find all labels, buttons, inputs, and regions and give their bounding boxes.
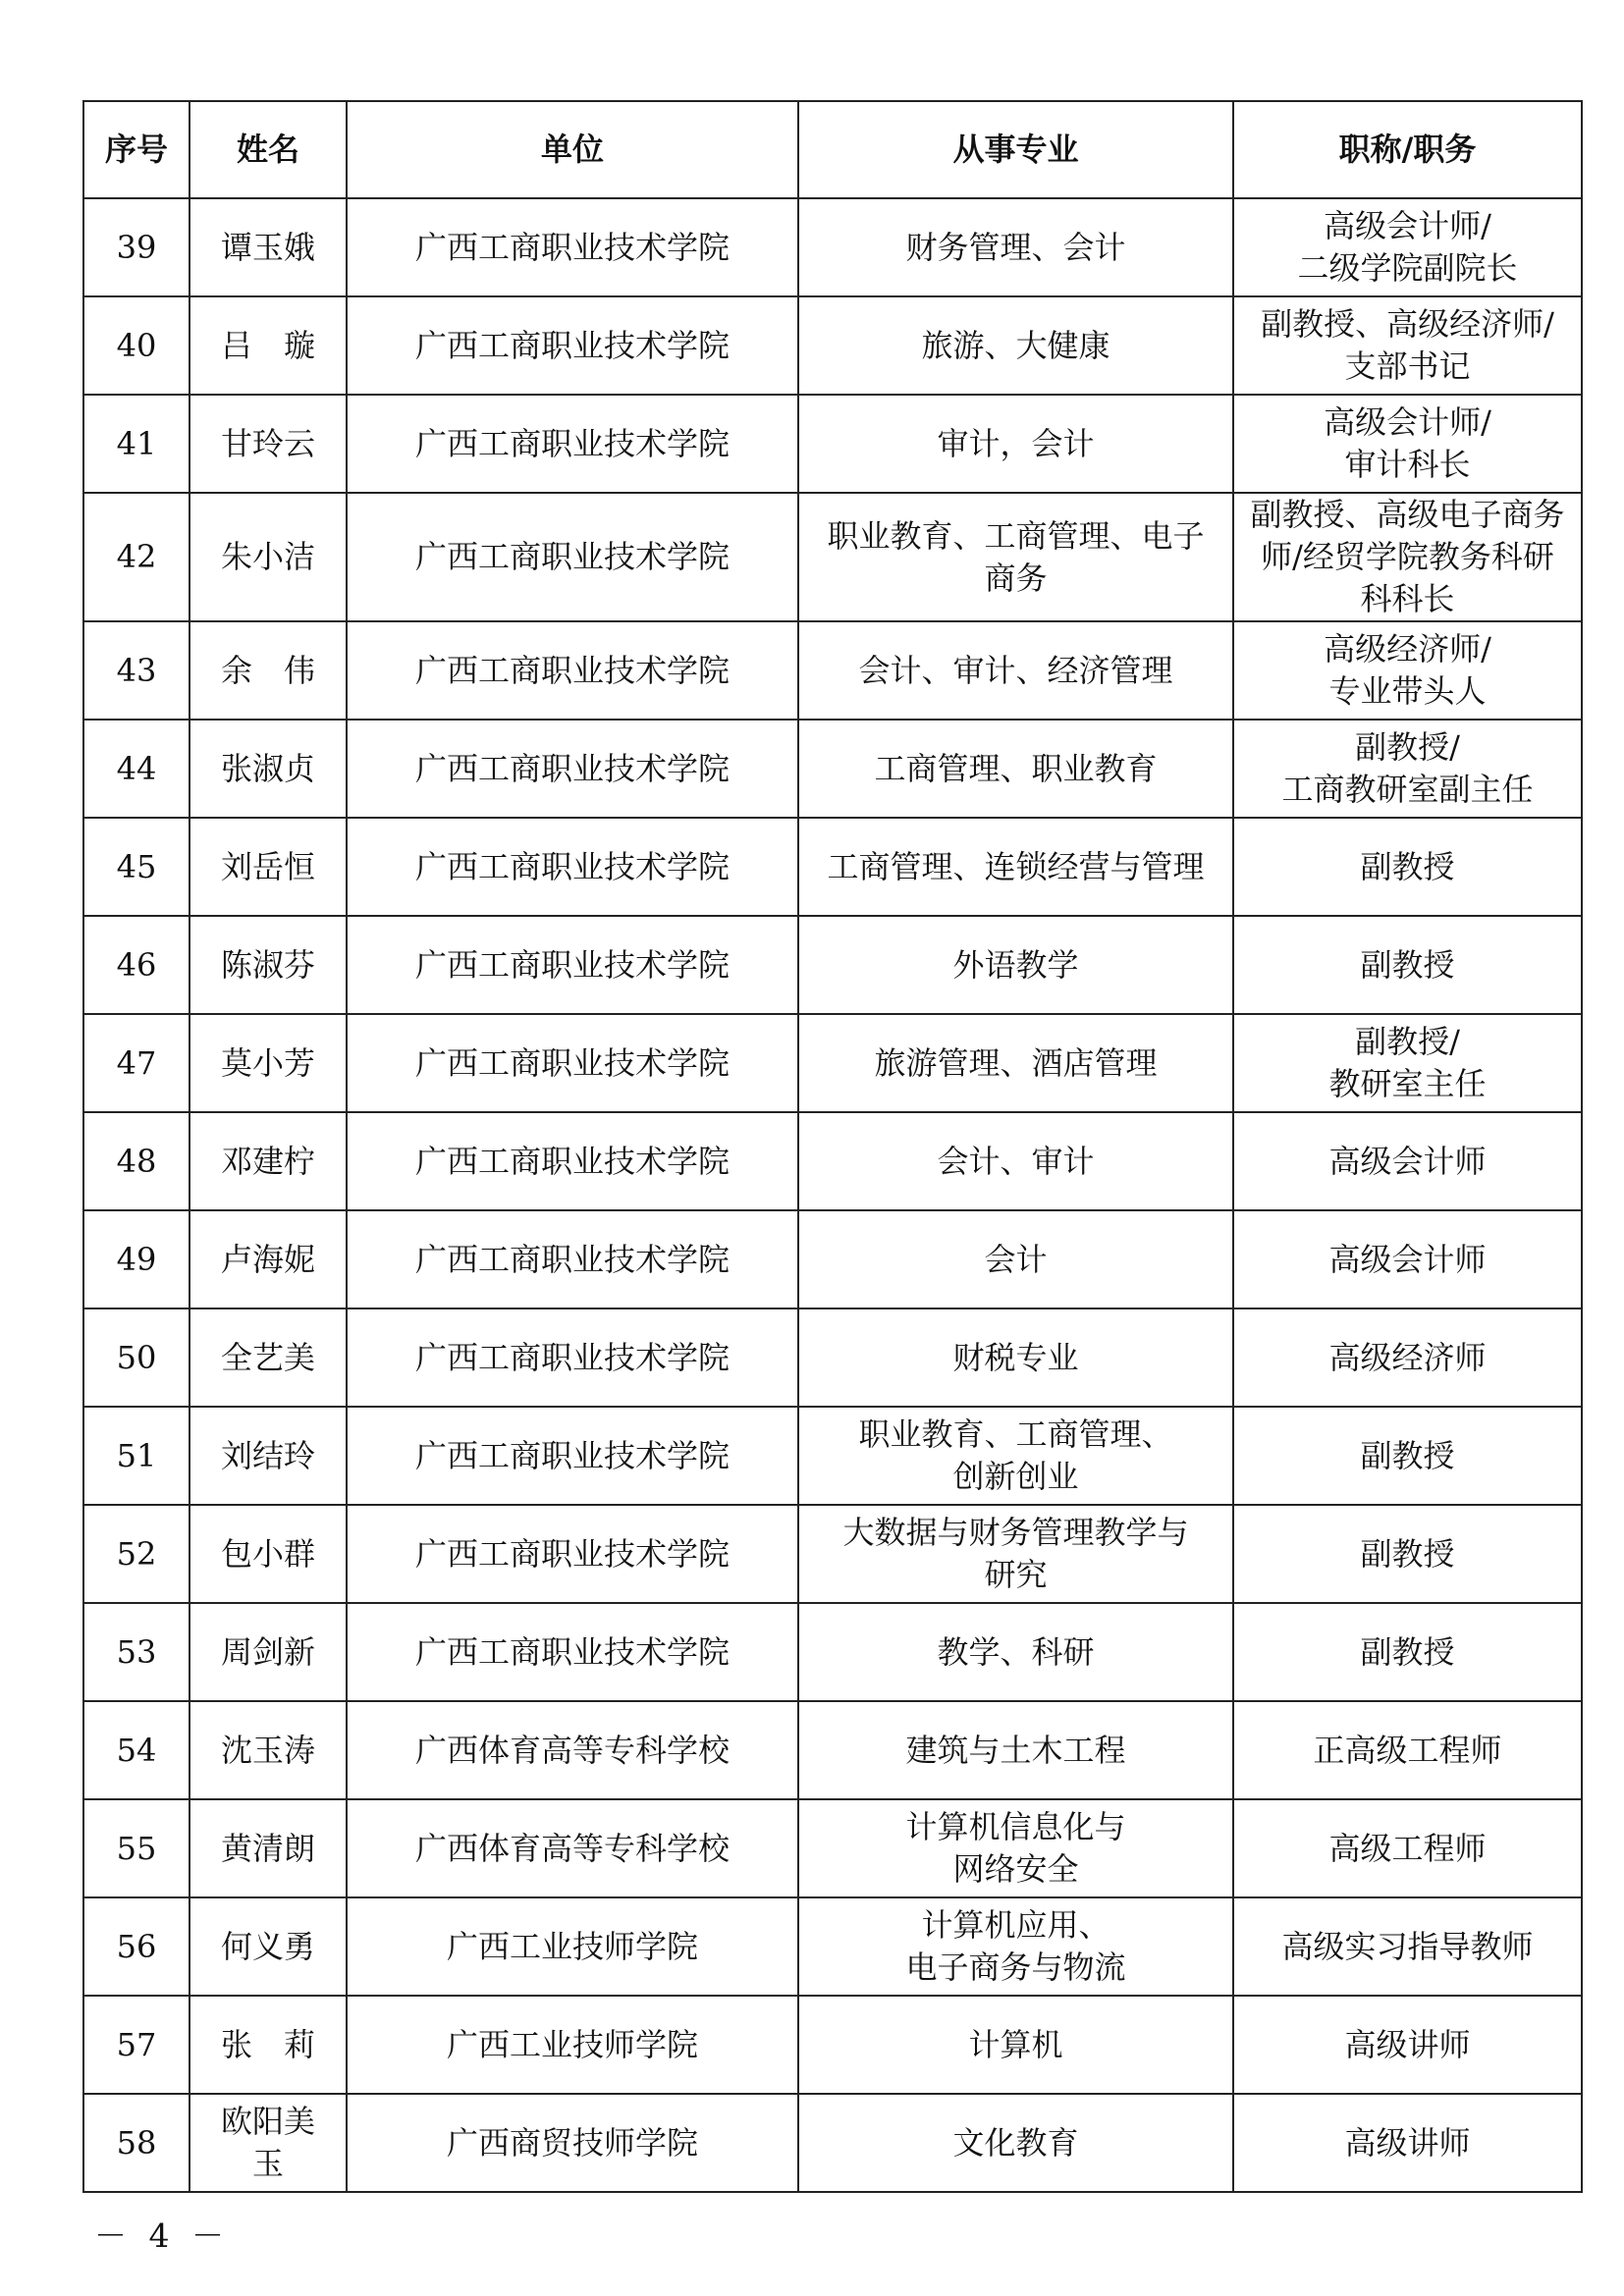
cell-title: 高级实习指导教师: [1233, 1897, 1582, 1996]
page-number: － 4 －: [94, 2216, 230, 2255]
cell-unit: 广西工商职业技术学院: [347, 296, 798, 395]
cell-name: 包小群: [189, 1505, 347, 1603]
cell-title: 副教授、高级电子商务 师/经贸学院教务科研 科科长: [1233, 493, 1582, 621]
cell-name: 全艺美: [189, 1308, 347, 1407]
cell-major: 建筑与土木工程: [798, 1701, 1233, 1799]
cell-unit: 广西体育高等专科学校: [347, 1799, 798, 1897]
cell-major: 工商管理、职业教育: [798, 720, 1233, 818]
cell-name: 沈玉涛: [189, 1701, 347, 1799]
cell-unit: 广西工商职业技术学院: [347, 1505, 798, 1603]
cell-title: 高级会计师: [1233, 1210, 1582, 1308]
table-row: [83, 720, 1582, 818]
cell-title: 正高级工程师: [1233, 1701, 1582, 1799]
cell-name: 欧阳美 玉: [189, 2094, 347, 2192]
cell-major: 大数据与财务管理教学与 研究: [798, 1505, 1233, 1603]
cell-name: 莫小芳: [189, 1014, 347, 1112]
cell-no: 48: [83, 1112, 189, 1210]
cell-no: 52: [83, 1505, 189, 1603]
cell-major: 文化教育: [798, 2094, 1233, 2192]
cell-name: 余 伟: [189, 621, 347, 720]
cell-unit: 广西工商职业技术学院: [347, 1210, 798, 1308]
cell-name: 周剑新: [189, 1603, 347, 1701]
cell-unit: 广西工商职业技术学院: [347, 1308, 798, 1407]
cell-major: 会计: [798, 1210, 1233, 1308]
cell-name: 吕 璇: [189, 296, 347, 395]
cell-title: 高级讲师: [1233, 2094, 1582, 2192]
header-row: [83, 101, 1582, 198]
table-row: [83, 493, 1582, 621]
table-row: [83, 395, 1582, 493]
cell-title: 高级工程师: [1233, 1799, 1582, 1897]
cell-unit: 广西工商职业技术学院: [347, 720, 798, 818]
cell-major: 计算机信息化与 网络安全: [798, 1799, 1233, 1897]
cell-no: 42: [83, 493, 189, 621]
cell-unit: 广西工业技师学院: [347, 1996, 798, 2094]
cell-no: 43: [83, 621, 189, 720]
cell-name: 邓建柠: [189, 1112, 347, 1210]
cell-name: 张淑贞: [189, 720, 347, 818]
table-row: [83, 1014, 1582, 1112]
cell-major: 审计，会计: [798, 395, 1233, 493]
cell-major: 职业教育、工商管理、电子 商务: [798, 493, 1233, 621]
table-row: [83, 1308, 1582, 1407]
cell-major: 旅游管理、酒店管理: [798, 1014, 1233, 1112]
table-row: [83, 916, 1582, 1014]
cell-unit: 广西工商职业技术学院: [347, 818, 798, 916]
cell-title: 高级会计师/ 审计科长: [1233, 395, 1582, 493]
cell-no: 56: [83, 1897, 189, 1996]
cell-unit: 广西工商职业技术学院: [347, 1603, 798, 1701]
cell-unit: 广西工商职业技术学院: [347, 395, 798, 493]
cell-major: 职业教育、工商管理、 创新创业: [798, 1407, 1233, 1505]
cell-name: 谭玉娥: [189, 198, 347, 296]
cell-unit: 广西工商职业技术学院: [347, 198, 798, 296]
cell-major: 计算机: [798, 1996, 1233, 2094]
cell-major: 教学、科研: [798, 1603, 1233, 1701]
cell-major: 财务管理、会计: [798, 198, 1233, 296]
cell-no: 45: [83, 818, 189, 916]
cell-no: 58: [83, 2094, 189, 2192]
cell-title: 副教授: [1233, 818, 1582, 916]
cell-no: 47: [83, 1014, 189, 1112]
cell-name: 陈淑芬: [189, 916, 347, 1014]
cell-name: 何义勇: [189, 1897, 347, 1996]
cell-no: 55: [83, 1799, 189, 1897]
cell-unit: 广西商贸技师学院: [347, 2094, 798, 2192]
table-row: [83, 621, 1582, 720]
table-row: [83, 1112, 1582, 1210]
cell-unit: 广西工商职业技术学院: [347, 1407, 798, 1505]
cell-title: 高级经济师/ 专业带头人: [1233, 621, 1582, 720]
cell-name: 甘玲云: [189, 395, 347, 493]
cell-major: 旅游、大健康: [798, 296, 1233, 395]
cell-title: 副教授/ 教研室主任: [1233, 1014, 1582, 1112]
cell-major: 财税专业: [798, 1308, 1233, 1407]
cell-title: 副教授: [1233, 1407, 1582, 1505]
header-title: 职称/职务: [1233, 101, 1582, 198]
table-row: [83, 1996, 1582, 2094]
table-row: [83, 1701, 1582, 1799]
cell-no: 57: [83, 1996, 189, 2094]
cell-title: 副教授: [1233, 1603, 1582, 1701]
cell-major: 会计、审计、经济管理: [798, 621, 1233, 720]
cell-name: 张 莉: [189, 1996, 347, 2094]
cell-no: 49: [83, 1210, 189, 1308]
cell-unit: 广西工业技师学院: [347, 1897, 798, 1996]
table-row: [83, 1210, 1582, 1308]
cell-no: 41: [83, 395, 189, 493]
cell-title: 副教授/ 工商教研室副主任: [1233, 720, 1582, 818]
cell-no: 53: [83, 1603, 189, 1701]
cell-title: 副教授: [1233, 916, 1582, 1014]
cell-unit: 广西工商职业技术学院: [347, 493, 798, 621]
header-no: 序号: [83, 101, 189, 198]
cell-major: 外语教学: [798, 916, 1233, 1014]
roster-table: [82, 100, 1583, 2193]
cell-name: 刘结玲: [189, 1407, 347, 1505]
table-row: [83, 1407, 1582, 1505]
cell-name: 刘岳恒: [189, 818, 347, 916]
cell-unit: 广西体育高等专科学校: [347, 1701, 798, 1799]
cell-major: 工商管理、连锁经营与管理: [798, 818, 1233, 916]
header-name: 姓名: [189, 101, 347, 198]
cell-no: 51: [83, 1407, 189, 1505]
cell-no: 50: [83, 1308, 189, 1407]
cell-unit: 广西工商职业技术学院: [347, 1112, 798, 1210]
cell-major: 计算机应用、 电子商务与物流: [798, 1897, 1233, 1996]
table-row: [83, 2094, 1582, 2192]
cell-title: 副教授、高级经济师/ 支部书记: [1233, 296, 1582, 395]
cell-unit: 广西工商职业技术学院: [347, 916, 798, 1014]
table-row: [83, 198, 1582, 296]
cell-title: 副教授: [1233, 1505, 1582, 1603]
header-major: 从事专业: [798, 101, 1233, 198]
cell-no: 40: [83, 296, 189, 395]
cell-title: 高级会计师: [1233, 1112, 1582, 1210]
table-row: [83, 296, 1582, 395]
cell-title: 高级经济师: [1233, 1308, 1582, 1407]
table-row: [83, 818, 1582, 916]
cell-no: 54: [83, 1701, 189, 1799]
table-row: [83, 1897, 1582, 1996]
cell-major: 会计、审计: [798, 1112, 1233, 1210]
table-row: [83, 1603, 1582, 1701]
cell-unit: 广西工商职业技术学院: [347, 621, 798, 720]
cell-name: 朱小洁: [189, 493, 347, 621]
table-row: [83, 1505, 1582, 1603]
table-row: [83, 1799, 1582, 1897]
cell-no: 39: [83, 198, 189, 296]
cell-name: 黄清朗: [189, 1799, 347, 1897]
cell-title: 高级会计师/ 二级学院副院长: [1233, 198, 1582, 296]
cell-name: 卢海妮: [189, 1210, 347, 1308]
cell-unit: 广西工商职业技术学院: [347, 1014, 798, 1112]
header-unit: 单位: [347, 101, 798, 198]
cell-no: 44: [83, 720, 189, 818]
cell-title: 高级讲师: [1233, 1996, 1582, 2094]
cell-no: 46: [83, 916, 189, 1014]
